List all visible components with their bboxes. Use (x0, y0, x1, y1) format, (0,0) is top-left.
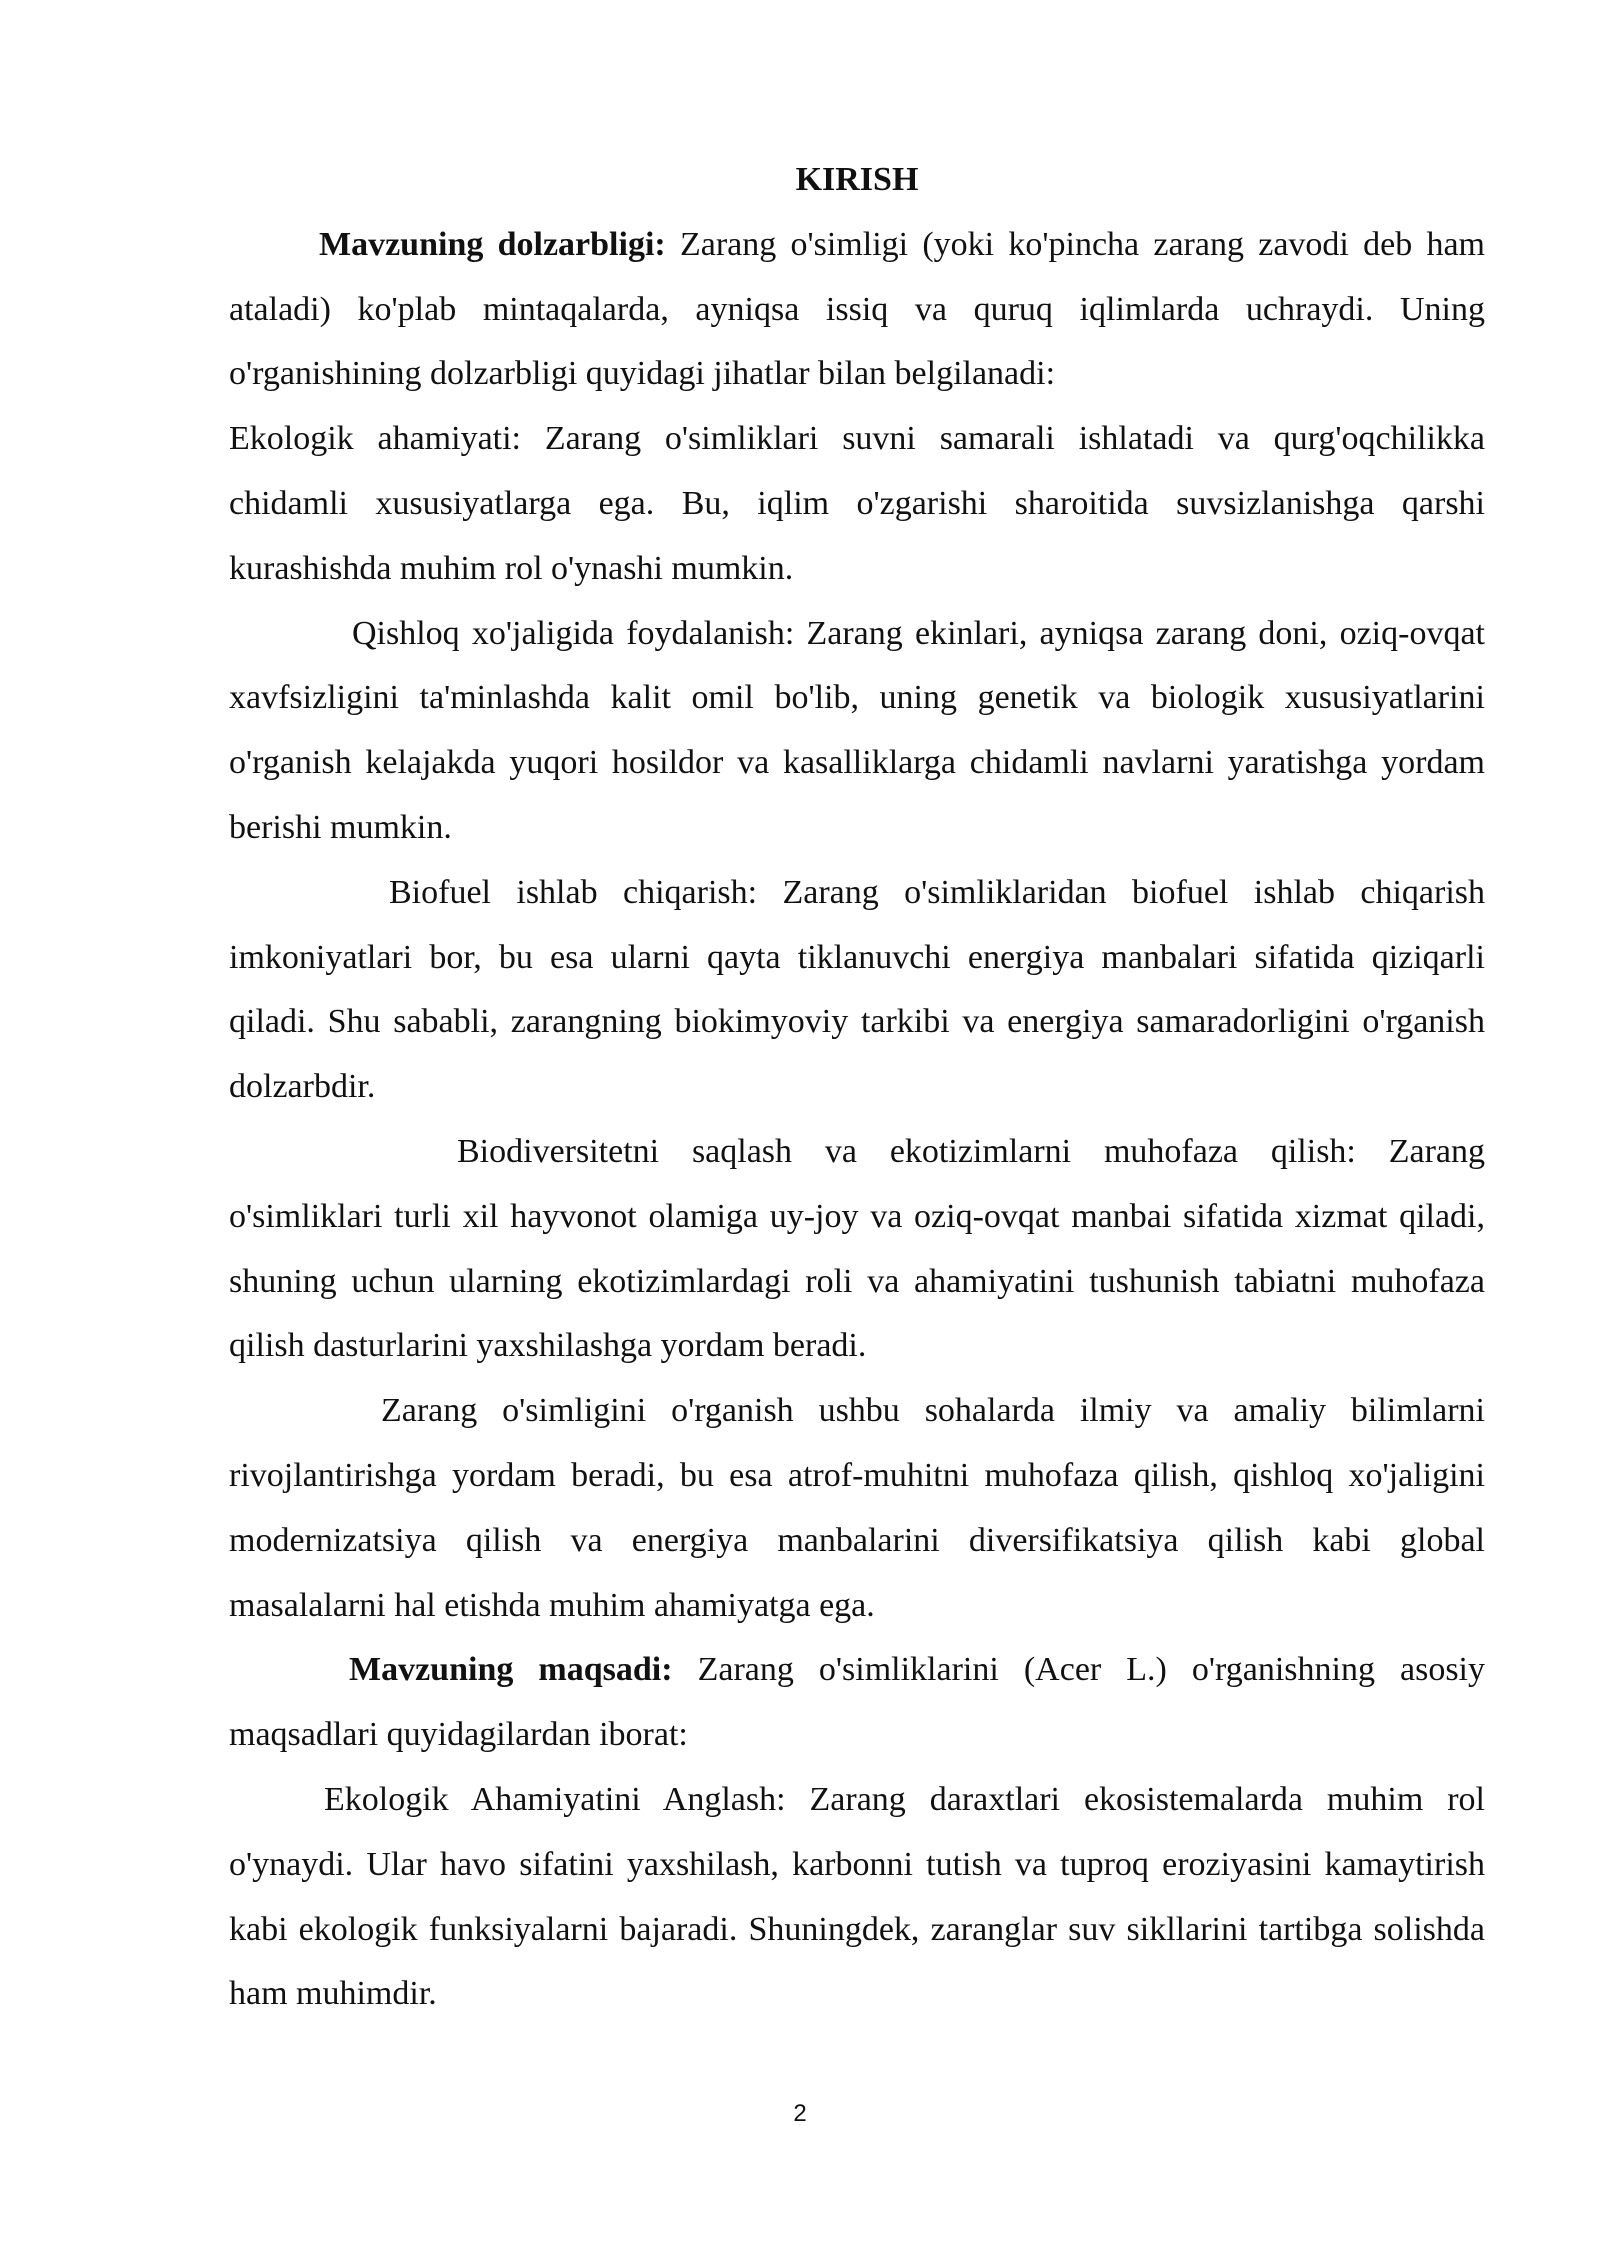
paragraph-lead: Mavzuning maqsadi: (349, 1651, 673, 1689)
paragraph-text: Zarang o'simliklarini (Acer L.) o'rganishning asosiy maqsadlari quyidagilardan iborat: (229, 1651, 1486, 1754)
document-body (229, 148, 1485, 2027)
paragraph-summary (229, 1379, 1485, 1638)
paragraph-text: Ekologik ahamiyati: Zarang o'simliklari suvni samarali ishlatadi va qurg'oqchilikka chidamli xususiyatlarga ega. Bu, iqlim o'zgarishi sharoitida suvsizlanishga qarshi kurashishda muhim rol o'ynashi mumkin. (229, 420, 1485, 587)
paragraph-relevance (229, 213, 1485, 407)
paragraph-biofuel (229, 861, 1485, 1120)
paragraph-text: Ekologik Ahamiyatini Anglash: Zarang daraxtlari ekosistemalarda muhim rol o'ynaydi. Ular havo sifatini yaxshilash, karbonni tutish va tuproq eroziyasini kamaytirish kabi ekologik funksiyalarni bajaradi. Shuningdek, zaranglar suv sikllarini tartibga solishda ham muhimdir. (229, 1780, 1485, 2013)
paragraph-goal (229, 1638, 1485, 1768)
paragraph-agriculture (229, 602, 1485, 861)
paragraph-text: Qishloq xo'jaligida foydalanish: Zarang ekinlari, ayniqsa zarang doni, oziq-ovqat xavfsizligini ta'minlashda kalit omil bo'lib, uning genetik va biologik xususiyatlarini o'rganish kelajakda yuqori hosildor va kasalliklarga chidamli navlarni yaratishga yordam berishi mumkin. (229, 614, 1485, 846)
paragraph-text: Zarang o'simligini o'rganish ushbu sohalarda ilmiy va amaliy bilimlarni rivojlantirishga yordam beradi, bu esa atrof-muhitni muhofaza qilish, qishloq xo'jaligini modernizatsiya qilish va energiya manbalarini diversifikatsiya qilish kabi global masalalarni hal etishda muhim ahamiyatga ega. (229, 1392, 1485, 1624)
paragraph-text: Biofuel ishlab chiqarish: Zarang o'simliklaridan biofuel ishlab chiqarish imkoniyatlari bor, bu esa ularni qayta tiklanuvchi energiya manbalari sifatida qiziqarli qiladi. Shu sababli, zarangning biokimyoviy tarkibi va energiya samaradorligini o'rganish dolzarbdir. (229, 873, 1485, 1106)
paragraph-ecological-importance (229, 1768, 1485, 2027)
paragraph-ecological (229, 407, 1485, 601)
paragraph-biodiversity (229, 1120, 1485, 1379)
page-title: KIRISH (795, 161, 919, 198)
paragraph-text: Zarang o'simligi (yoki ko'pincha zarang zavodi deb ham ataladi) ko'plab mintaqalarda, ayniqsa issiq va quruq iqlimlarda uchraydi. Uning o'rganishining dolzarbligi quyidagi jihatlar bilan belgilanadi: (229, 225, 1485, 393)
page-number: 2 (793, 2100, 807, 2127)
paragraph-text: Biodiversitetni saqlash va ekotizimlarni muhofaza qilish: Zarang o'simliklari turli xil hayvonot olamiga uy-joy va oziq-ovqat manbai sifatida xizmat qiladi, shuning uchun ularning ekotizimlardagi roli va ahamiyatini tushunish tabiatni muhofaza qilish dasturlarini yaxshilashga yordam beradi. (229, 1132, 1485, 1365)
paragraph-lead: Mavzuning dolzarbligi: (319, 225, 666, 263)
